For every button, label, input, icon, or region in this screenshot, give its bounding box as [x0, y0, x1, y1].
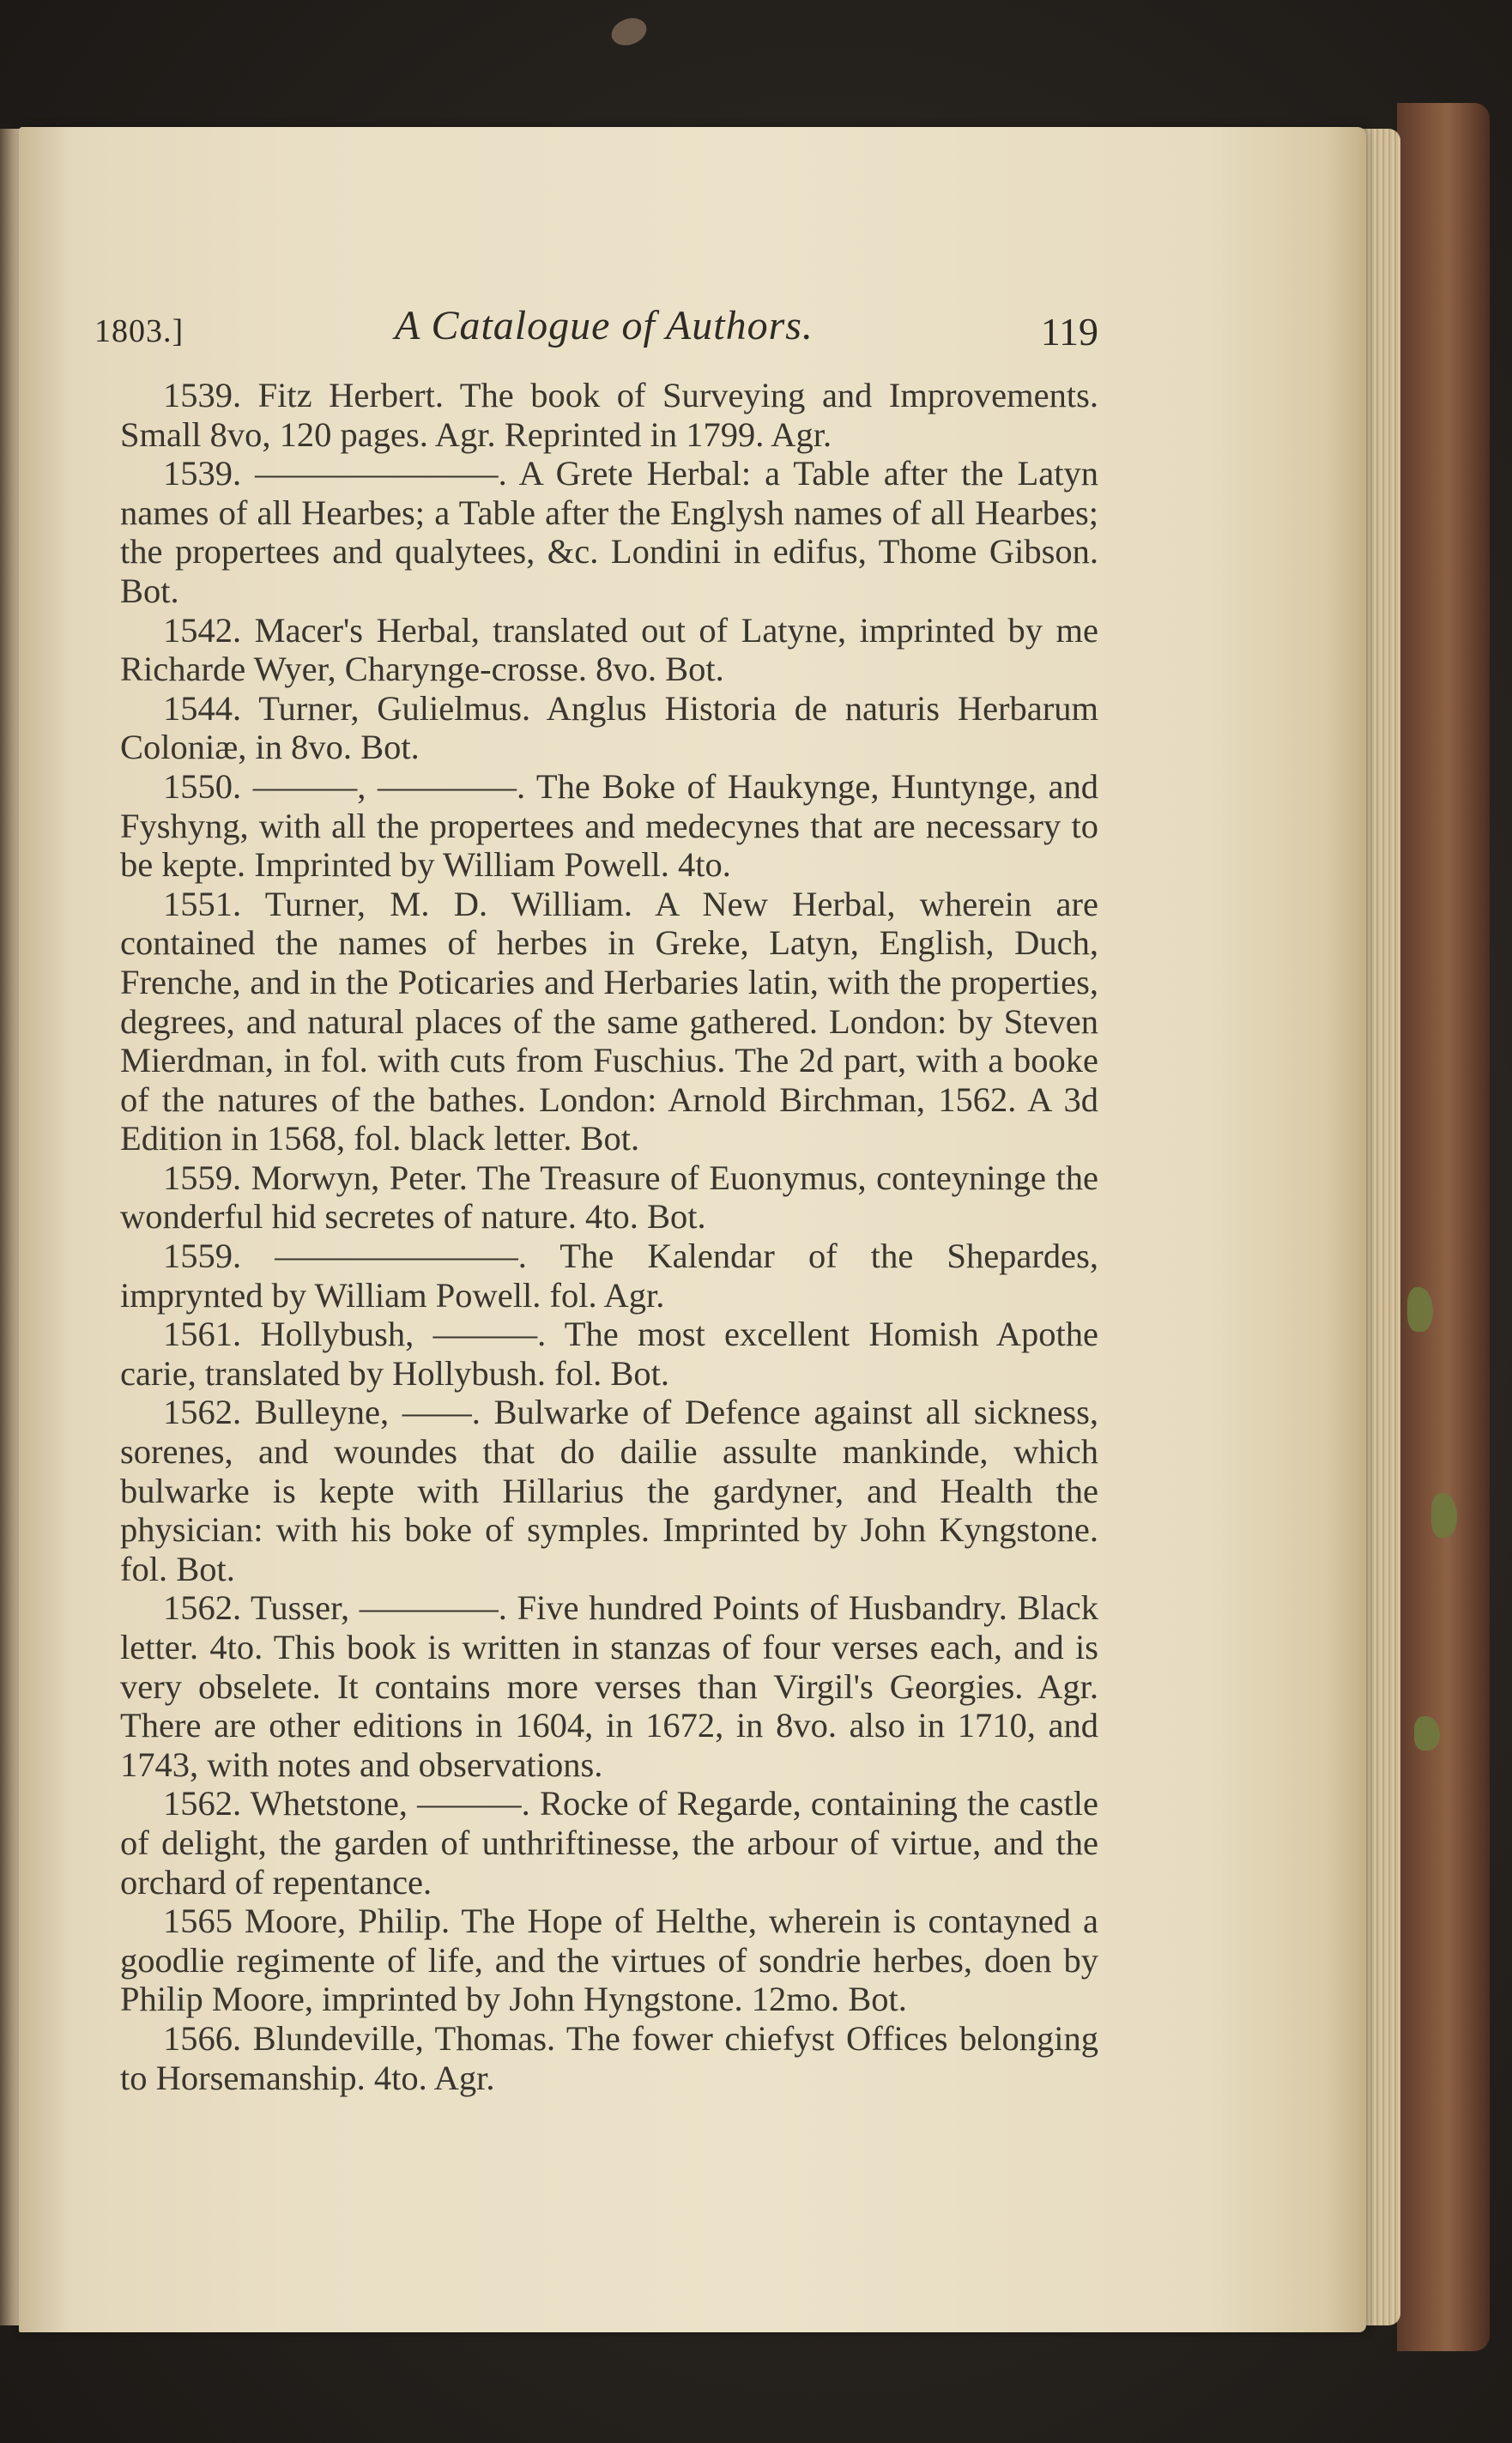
catalogue-entry: 1562. Tusser, ————. Five hundred Points of Husbandry. Black letter. 4to. This book is written in stanzas of four verses each, and is very obselete. It contains more verses than Virgil's Georgies. Agr. There are other editions in 1604, in 1672, in 8vo. also in 1710, and 1743, with notes and observations.	[120, 1588, 1098, 1784]
cover-stain	[1414, 1716, 1440, 1751]
catalogue-entry: 1561. Hollybush, ———. The most excellent Homish Apothe carie, translated by Hollybush. fol. Bot.	[120, 1315, 1098, 1393]
catalogue-entry: 1559. Morwyn, Peter. The Treasure of Euonymus, conteyninge the wonderful hid secretes of nature. 4to. Bot.	[120, 1158, 1098, 1237]
book-cover-edge	[1397, 103, 1490, 2351]
header-title: A Catalogue of Authors.	[395, 303, 813, 348]
cover-stain	[1431, 1493, 1457, 1538]
catalogue-entry: 1562. Bulleyne, ——. Bulwarke of Defence against all sickness, sorenes, and woundes that do dailie assulte mankinde, which bulwarke is kepte with Hillarius the gardyner, and Health the physician: with his boke of symples. Imprinted by John Kyngstone. fol. Bot.	[120, 1393, 1098, 1588]
catalogue-entry: 1550. ———, ————. The Boke of Haukynge, Huntynge, and Fyshyng, with all the propertees and medecynes that are necessary to be kepte. Imprinted by William Powell. 4to.	[120, 766, 1098, 885]
running-header	[94, 302, 1098, 354]
catalogue-entry: 1551. Turner, M. D. William. A New Herbal, wherein are contained the names of herbes in Greke, Latyn, English, Duch, Frenche, and in the Poticaries and Herbaries latin, with the properties, degrees, and natural places of the same gathered. London: by Steven Mierdman, in fol. with cuts from Fuschius. The 2d part, with a booke of the natures of the bathes. London: Arnold Birchman, 1562. A 3d Edition in 1568, fol. black letter. Bot.	[120, 884, 1098, 1158]
cover-stain	[1407, 1287, 1433, 1332]
catalogue-entry: 1542. Macer's Herbal, translated out of Latyne, imprinted by me Richarde Wyer, Charynge-crosse. 8vo. Bot.	[120, 610, 1098, 689]
catalogue-entry: 1539. Fitz Herbert. The book of Surveying and Improvements. Small 8vo, 120 pages. Agr. Reprinted in 1799. Agr.	[120, 376, 1098, 454]
catalogue-entry: 1559. ———————. The Kalendar of the Shepardes, imprynted by William Powell. fol. Agr.	[120, 1237, 1098, 1315]
page-number: 119	[1040, 310, 1098, 354]
header-year: 1803.]	[94, 313, 184, 349]
catalogue-entry: 1539. ———————. A Grete Herbal: a Table after the Latyn names of all Hearbes; a Table after the Englysh names of all Hearbes; the propertees and qualytees, &c. Londini in edifus, Thome Gibson. Bot.	[120, 454, 1098, 610]
catalogue-entry: 1566. Blundeville, Thomas. The fower chiefyst Offices belonging to Horsemanship. 4to. Agr.	[120, 2018, 1098, 2097]
catalogue-entry: 1565 Moore, Philip. The Hope of Helthe, wherein is contayned a goodlie regimente of life, and the virtues of sondrie herbes, doen by Philip Moore, imprinted by John Hyngstone. 12mo. Bot.	[120, 1902, 1098, 2019]
catalogue-text	[120, 376, 1098, 2097]
catalogue-entry: 1544. Turner, Gulielmus. Anglus Historia de naturis Herbarum Coloniæ, in 8vo. Bot.	[120, 688, 1098, 767]
catalogue-entry: 1562. Whetstone, ———. Rocke of Regarde, containing the castle of delight, the garden of unthriftinesse, the arbour of virtue, and the orchard of repentance.	[120, 1784, 1098, 1902]
page-stack-edge	[1361, 129, 1400, 2325]
